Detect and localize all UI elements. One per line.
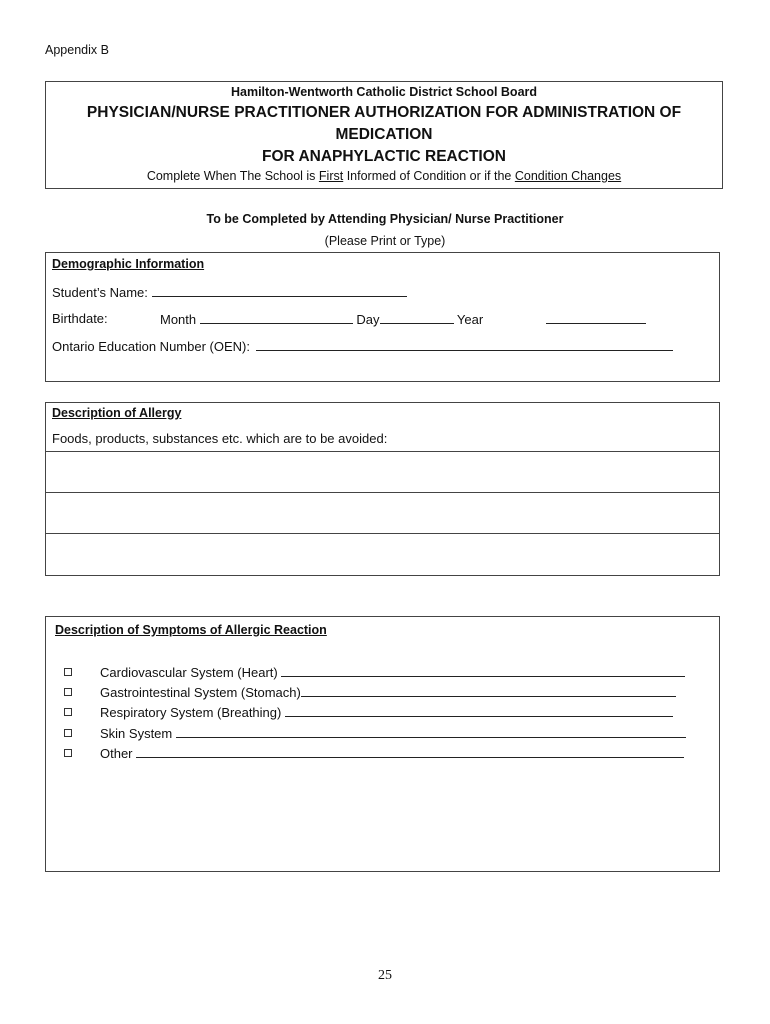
year-field[interactable] (546, 323, 646, 324)
form-header (45, 81, 723, 189)
checkbox[interactable] (64, 729, 72, 737)
symptoms-section (45, 616, 720, 872)
form-title-line-2: MEDICATION (335, 126, 433, 143)
symptom-label: Skin System (100, 726, 173, 741)
student-name-label: Student’s Name: (52, 285, 148, 300)
symptom-label: Cardiovascular System (Heart) (100, 665, 278, 680)
symptom-item-respiratory (64, 704, 673, 720)
form-title-line-3: FOR ANAPHYLACTIC REACTION (262, 148, 506, 165)
symptom-label: Gastrointestinal System (Stomach) (100, 685, 301, 700)
demographic-title: Demographic Information (52, 257, 205, 271)
checkbox[interactable] (64, 688, 72, 696)
year-label: Year (456, 312, 484, 327)
appendix-label: Appendix B (45, 43, 109, 57)
student-name-row (52, 284, 407, 300)
allergy-prompt: Foods, products, substances etc. which are to be avoided: (52, 431, 388, 446)
symptom-item-cardiovascular (64, 664, 685, 680)
month-label: Month (160, 312, 197, 327)
oen-label: Ontario Education Number (OEN): (52, 339, 250, 354)
symptom-label: Respiratory System (Breathing) (100, 705, 282, 720)
completed-by-instruction: To be Completed by Attending Physician/ Nurse Practitioner (206, 212, 564, 226)
checkbox[interactable] (64, 708, 72, 716)
symptom-detail-field[interactable] (136, 745, 684, 758)
subtitle-text-1: Complete When The School is (146, 169, 319, 183)
oen-field[interactable] (256, 338, 673, 351)
day-label: Day (356, 312, 380, 327)
symptom-detail-field[interactable] (301, 684, 676, 697)
student-name-field[interactable] (152, 284, 407, 297)
allergy-entry-row-1[interactable] (46, 451, 719, 492)
allergy-entry-row-2[interactable] (46, 492, 719, 533)
checkbox[interactable] (64, 749, 72, 757)
subtitle-first: First (318, 169, 344, 183)
school-board-name: Hamilton-Wentworth Catholic District School Board (230, 85, 538, 99)
symptom-item-other (64, 745, 684, 761)
symptoms-title: Description of Symptoms of Allergic Reaction (55, 623, 327, 637)
birthdate-row (160, 311, 483, 327)
allergy-title: Description of Allergy (52, 406, 182, 420)
page-number: 25 (378, 968, 392, 983)
print-type-instruction: (Please Print or Type) (324, 234, 446, 248)
oen-row (52, 338, 673, 354)
month-field[interactable] (200, 311, 353, 324)
form-title (46, 102, 722, 168)
demographic-section (45, 252, 720, 382)
day-field[interactable] (380, 311, 454, 324)
symptom-item-gastrointestinal (64, 684, 676, 700)
symptom-item-skin (64, 725, 686, 741)
allergy-entry-row-3[interactable] (46, 533, 719, 576)
subtitle-text-2: Informed of Condition or if the (343, 169, 515, 183)
form-subtitle (46, 169, 722, 183)
symptom-label: Other (100, 746, 133, 761)
birthdate-label: Birthdate: (52, 311, 108, 326)
form-title-line-1: PHYSICIAN/NURSE PRACTITIONER AUTHORIZATION FOR ADMINISTRATION OF (86, 104, 682, 121)
checkbox[interactable] (64, 668, 72, 676)
symptom-detail-field[interactable] (281, 664, 685, 677)
symptom-detail-field[interactable] (285, 704, 673, 717)
allergy-section (45, 402, 720, 576)
subtitle-condition-changes: Condition Changes (514, 169, 622, 183)
symptom-detail-field[interactable] (176, 725, 686, 738)
